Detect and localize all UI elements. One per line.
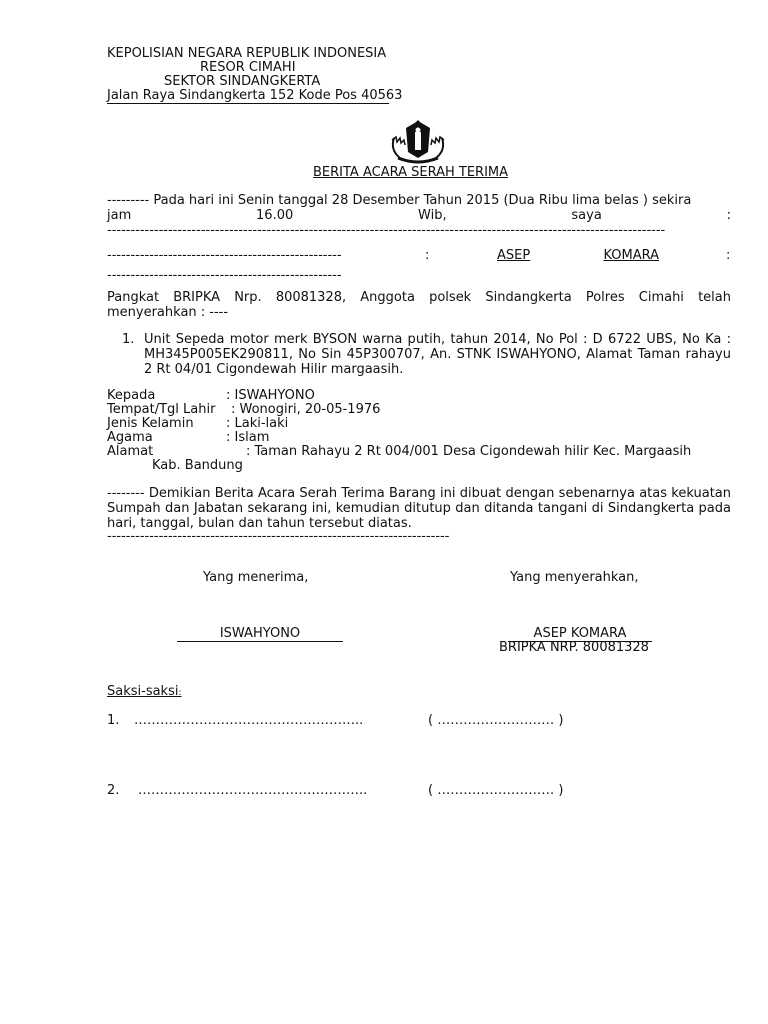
- religion-label: Agama: [107, 430, 153, 445]
- gender-label: Jenis Kelamin: [107, 416, 194, 431]
- witness-paren-2: ( ……………………… ): [428, 783, 564, 798]
- kepada-value: : ISWAHYONO: [226, 388, 315, 403]
- witness-dots-1: ……………………………………………..: [134, 713, 364, 728]
- colon: :: [726, 208, 731, 223]
- witness-heading: [107, 684, 182, 701]
- dash-line-2: --------------------------------------------------: [107, 268, 342, 283]
- jam-value: 16.00: [256, 208, 294, 223]
- header-line-police: KEPOLISIAN NEGARA REPUBLIK INDONESIA: [107, 46, 387, 61]
- deliverer-sign-rank: BRIPKA NRP. 80081328: [499, 640, 649, 655]
- document-title: BERITA ACARA SERAH TERIMA: [313, 165, 509, 180]
- witness-number-1: 1.: [107, 713, 120, 728]
- ttl-label: Tempat/Tgl Lahir: [107, 402, 216, 417]
- address-continuation: Kab. Bandung: [152, 458, 243, 473]
- opening-block: [107, 193, 731, 238]
- header-address: [107, 88, 403, 104]
- name-line: [107, 248, 731, 263]
- rank-paragraph: Pangkat BRIPKA Nrp. 80081328, Anggota polsek Sindangkerta Polres Cimahi telah menyerahkan : ----: [107, 290, 731, 320]
- deliverer-sign-name: ASEP KOMARA: [533, 626, 627, 641]
- kepada-label: Kepada: [107, 388, 156, 403]
- closing-dashes: -------------------------------------------------------------------------: [107, 529, 450, 544]
- officer-first-name: ASEP: [497, 248, 531, 263]
- item-number: 1.: [122, 332, 135, 347]
- colon: :: [425, 248, 430, 263]
- recipient-sign-name: ISWAHYONO: [219, 626, 301, 641]
- police-emblem-icon: [386, 118, 450, 164]
- dash-segment: --------------------------------------------------: [107, 248, 342, 263]
- religion-value: : Islam: [226, 430, 270, 445]
- item-text: Unit Sepeda motor merk BYSON warna putih, tahun 2014, No Pol : D 6722 UBS, No Ka : MH345P005EK290811, No Sin 45P300707, An. STNK ISWAHYONO, Alamat Taman rahayu 2 Rt 04/01 Cigondewah Hilir margaasih.: [144, 332, 731, 377]
- officer-last-name: KOMARA: [603, 248, 659, 263]
- header-line-sektor: SEKTOR SINDANGKERTA: [164, 74, 321, 89]
- ttl-value: : Wonogiri, 20-05-1976: [231, 402, 381, 417]
- saya-label: saya: [571, 208, 602, 223]
- header-address-text: Jalan Raya Sindangkerta 152 Kode Pos 40563: [107, 88, 403, 103]
- jam-label: jam: [107, 208, 132, 223]
- item-list: [122, 332, 731, 377]
- officer-name: [497, 248, 659, 263]
- dash-line-1: -----------------------------------------------------------------------------------------------------------------------: [107, 223, 666, 238]
- witness-paren-1: ( ……………………… ): [428, 713, 564, 728]
- gender-value: : Laki-laki: [226, 416, 289, 431]
- deliverer-sign-label: Yang menyerahkan,: [510, 570, 639, 585]
- wib-label: Wib,: [418, 208, 447, 223]
- recipient-signature-line: [177, 626, 343, 642]
- opening-line-1: --------- Pada hari ini Senin tanggal 28 Desember Tahun 2015 (Dua Ribu lima belas ) sekira: [107, 193, 692, 208]
- list-item: [122, 332, 731, 377]
- recipient-sign-label: Yang menerima,: [203, 570, 309, 585]
- address-label: Alamat: [107, 444, 154, 459]
- header-line-resor: RESOR CIMAHI: [200, 60, 296, 75]
- colon: :: [726, 248, 731, 263]
- witness-number-2: 2.: [107, 783, 120, 798]
- witness-dots-2: ……………………………………………..: [138, 783, 368, 798]
- opening-line-2: [107, 208, 731, 223]
- closing-paragraph: -------- Demikian Berita Acara Serah Terima Barang ini dibuat dengan sebenarnya atas kekuatan Sumpah dan Jabatan sekarang ini, kemudian ditutup dan ditanda tangani di Sindangkerta pada hari, tanggal, bulan dan tahun tersebut diatas.: [107, 486, 731, 531]
- address-value: : Taman Rahayu 2 Rt 004/001 Desa Cigondewah hilir Kec. Margaasih: [246, 444, 692, 459]
- witness-label-suffix: :: [178, 688, 182, 698]
- witness-label: Saksi-saksi: [107, 684, 179, 699]
